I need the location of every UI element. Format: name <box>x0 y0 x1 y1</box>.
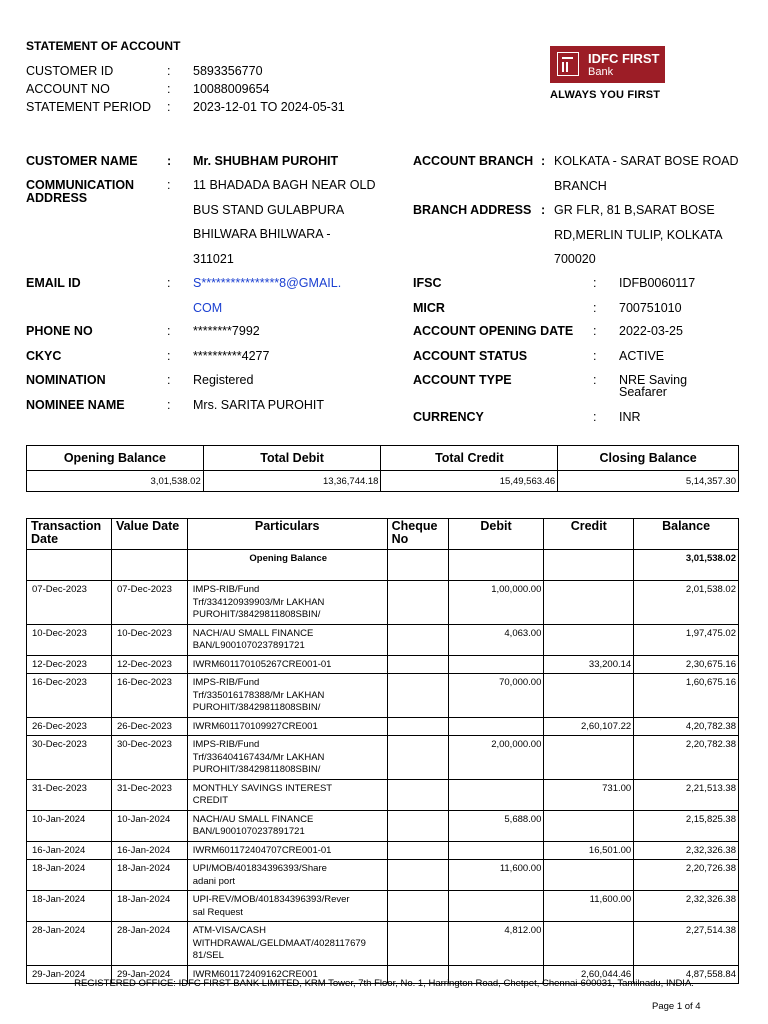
phone-value: ********7992 <box>193 324 260 338</box>
balance-summary-table <box>26 445 739 492</box>
bank-logo-line2: Bank <box>588 66 614 78</box>
cheque-no-cell <box>387 841 448 860</box>
account-status-value: ACTIVE <box>619 349 665 363</box>
credit-cell <box>544 674 634 718</box>
debit-cell: 4,812.00 <box>448 922 544 966</box>
debit-cell <box>448 655 544 674</box>
value-date-cell: 28-Jan-2024 <box>111 922 187 966</box>
transaction-date-cell: 10-Dec-2023 <box>27 624 112 655</box>
cheque-no-cell <box>387 655 448 674</box>
bank-logo-icon <box>557 52 579 76</box>
value-date-cell: 31-Dec-2023 <box>111 779 187 810</box>
particulars-line: ATM-VISA/CASH <box>192 925 266 936</box>
account-type-value: NRE Saving Seafarer <box>619 373 688 399</box>
communication-address-label: COMMUNICATION ADDRESS <box>26 178 135 205</box>
debit-cell <box>448 841 544 860</box>
balance-cell: 1,97,475.02 <box>634 624 739 655</box>
debit-cell: 11,600.00 <box>448 860 544 891</box>
value-date-cell: 07-Dec-2023 <box>111 581 187 625</box>
ifsc-label: IFSC <box>413 276 442 290</box>
colon: : <box>167 64 171 78</box>
transaction-date-cell: 07-Dec-2023 <box>27 581 112 625</box>
total-credit-value: 15,49,563.46 <box>381 471 558 492</box>
particulars-cell <box>187 717 387 736</box>
email-label: EMAIL ID <box>26 276 81 290</box>
nominee-name-label: NOMINEE NAME <box>26 398 125 412</box>
currency-value: INR <box>619 410 641 424</box>
colon: : <box>167 276 171 290</box>
debit-cell <box>448 717 544 736</box>
table-row <box>27 736 739 780</box>
particulars-line: Trf/334120939903/Mr LAKHAN <box>192 596 325 608</box>
balance-cell: 2,21,513.38 <box>634 779 739 810</box>
statement-period-label: STATEMENT PERIOD <box>26 100 152 114</box>
balance-cell: 2,32,326.38 <box>634 841 739 860</box>
transaction-date-cell: 26-Dec-2023 <box>27 717 112 736</box>
particulars-cell <box>187 674 387 718</box>
debit-header: Debit <box>448 519 544 550</box>
cheque-no-cell <box>387 624 448 655</box>
colon: : <box>541 203 546 217</box>
particulars-line: 81/SEL <box>192 950 224 961</box>
transaction-date-header: Transaction Date <box>27 519 112 550</box>
micr-label: MICR <box>413 301 445 315</box>
particulars-cell <box>187 736 387 780</box>
table-row <box>27 717 739 736</box>
value-date-cell: 18-Jan-2024 <box>111 891 187 922</box>
transactions-table <box>26 518 739 984</box>
particulars-line: PUROHIT/38429811808SBIN/ <box>192 609 321 620</box>
credit-header: Credit <box>544 519 634 550</box>
colon: : <box>167 178 171 192</box>
particulars-cell <box>187 581 387 625</box>
phone-label: PHONE NO <box>26 324 93 338</box>
particulars-line: UPI-REV/MOB/401834396393/Rever <box>192 894 350 905</box>
particulars-line: IMPS-RIB/Fund <box>192 584 260 595</box>
total-debit-value: 13,36,744.18 <box>203 471 381 492</box>
debit-cell: 5,688.00 <box>448 810 544 841</box>
total-credit-header: Total Credit <box>381 446 558 471</box>
cheque-no-cell <box>387 810 448 841</box>
value-date-cell: 26-Dec-2023 <box>111 717 187 736</box>
particulars-line: Trf/336404167434/Mr LAKHAN <box>192 751 325 763</box>
account-no-value: 10088009654 <box>193 82 270 96</box>
particulars-cell <box>187 655 387 674</box>
table-row <box>27 779 739 810</box>
colon: : <box>593 349 597 363</box>
debit-cell <box>448 891 544 922</box>
email-value[interactable]: S****************8@GMAIL. COM <box>193 276 342 315</box>
cheque-no-cell <box>387 581 448 625</box>
particulars-line: CREDIT <box>192 795 229 806</box>
colon: : <box>593 410 597 424</box>
credit-cell: 33,200.14 <box>544 655 634 674</box>
ckyc-value: **********4277 <box>193 349 270 363</box>
account-branch-value: KOLKATA - SARAT BOSE ROAD BRANCH <box>554 154 739 193</box>
particulars-line: PUROHIT/38429811808SBIN/ <box>192 764 321 775</box>
account-no-label: ACCOUNT NO <box>26 82 110 96</box>
debit-cell: 2,00,000.00 <box>448 736 544 780</box>
value-date-cell: 30-Dec-2023 <box>111 736 187 780</box>
balance-cell: 1,60,675.16 <box>634 674 739 718</box>
colon: : <box>167 100 171 114</box>
balance-cell: 2,32,326.38 <box>634 891 739 922</box>
balance-cell: 4,87,558.84 <box>634 965 739 984</box>
cheque-no-cell <box>387 922 448 966</box>
nomination-value: Registered <box>193 373 254 387</box>
transaction-date-cell: 29-Jan-2024 <box>27 965 112 984</box>
cheque-no-header: Cheque No <box>387 519 448 550</box>
balance-cell: 4,20,782.38 <box>634 717 739 736</box>
value-date-header: Value Date <box>111 519 187 550</box>
cheque-no-cell <box>387 736 448 780</box>
colon: : <box>167 349 171 363</box>
credit-cell <box>544 581 634 625</box>
particulars-line: IMPS-RIB/Fund <box>192 677 260 688</box>
particulars-line: PUROHIT/38429811808SBIN/ <box>192 702 321 713</box>
credit-cell: 2,60,044.46 <box>544 965 634 984</box>
colon: : <box>167 324 171 338</box>
opening-balance-row <box>27 550 739 581</box>
particulars-cell <box>187 624 387 655</box>
bank-logo <box>550 46 665 83</box>
table-row <box>27 624 739 655</box>
opening-balance-label: Opening Balance <box>187 550 387 581</box>
particulars-cell <box>187 891 387 922</box>
branch-address-value: GR FLR, 81 B,SARAT BOSE RD,MERLIN TULIP, KOLKATA 700020 <box>554 203 723 266</box>
colon: : <box>593 301 597 315</box>
customer-name-label: CUSTOMER NAME <box>26 154 138 168</box>
transaction-date-cell: 18-Jan-2024 <box>27 860 112 891</box>
colon: : <box>167 82 171 96</box>
micr-value: 700751010 <box>619 301 682 315</box>
customer-id-label: CUSTOMER ID <box>26 64 114 78</box>
balance-cell: 2,27,514.38 <box>634 922 739 966</box>
credit-cell <box>544 624 634 655</box>
table-row <box>27 810 739 841</box>
cheque-no-cell <box>387 860 448 891</box>
nominee-name-value: Mrs. SARITA PUROHIT <box>193 398 325 412</box>
credit-cell: 11,600.00 <box>544 891 634 922</box>
particulars-line: IMPS-RIB/Fund <box>192 739 260 750</box>
credit-cell <box>544 922 634 966</box>
ckyc-label: CKYC <box>26 349 62 363</box>
particulars-cell <box>187 860 387 891</box>
value-date-cell: 16-Dec-2023 <box>111 674 187 718</box>
opening-balance-value: 3,01,538.02 <box>27 471 204 492</box>
total-debit-header: Total Debit <box>203 446 381 471</box>
account-opening-date-label: ACCOUNT OPENING DATE <box>413 324 574 338</box>
account-type-label: ACCOUNT TYPE <box>413 373 512 387</box>
particulars-line: MONTHLY SAVINGS INTEREST <box>192 782 333 794</box>
value-date-cell: 29-Jan-2024 <box>111 965 187 984</box>
transaction-date-cell: 16-Jan-2024 <box>27 841 112 860</box>
particulars-cell <box>187 810 387 841</box>
cheque-no-cell <box>387 891 448 922</box>
table-row <box>27 841 739 860</box>
credit-cell <box>544 860 634 891</box>
cheque-no-cell <box>387 779 448 810</box>
customer-id-value: 5893356770 <box>193 64 263 78</box>
statement-title: STATEMENT OF ACCOUNT <box>26 39 181 53</box>
account-status-label: ACCOUNT STATUS <box>413 349 528 363</box>
balance-header: Balance <box>634 519 739 550</box>
particulars-line: IWRM601172404707CRE001-01 <box>192 844 332 856</box>
transaction-date-cell: 16-Dec-2023 <box>27 674 112 718</box>
particulars-line: NACH/AU SMALL FINANCE <box>192 627 314 639</box>
colon: : <box>167 373 171 387</box>
opening-balance-amount: 3,01,538.02 <box>634 550 739 581</box>
balance-cell: 2,20,726.38 <box>634 860 739 891</box>
transaction-date-cell: 28-Jan-2024 <box>27 922 112 966</box>
account-opening-date-value: 2022-03-25 <box>619 324 683 338</box>
branch-address-label: BRANCH ADDRESS <box>413 203 532 217</box>
particulars-line: UPI/MOB/401834396393/Share <box>192 863 327 874</box>
table-row <box>27 655 739 674</box>
value-date-cell: 16-Jan-2024 <box>111 841 187 860</box>
credit-cell <box>544 736 634 780</box>
balance-cell: 2,20,782.38 <box>634 736 739 780</box>
colon: : <box>167 398 171 412</box>
table-row <box>27 581 739 625</box>
transaction-date-cell: 30-Dec-2023 <box>27 736 112 780</box>
table-row <box>27 860 739 891</box>
particulars-line: sal Request <box>192 906 243 918</box>
colon: : <box>593 276 597 290</box>
balance-cell: 2,15,825.38 <box>634 810 739 841</box>
page-number: Page 1 of 4 <box>652 1001 701 1012</box>
transaction-date-cell: 18-Jan-2024 <box>27 891 112 922</box>
debit-cell: 1,00,000.00 <box>448 581 544 625</box>
value-date-cell: 10-Dec-2023 <box>111 624 187 655</box>
table-row <box>27 922 739 966</box>
particulars-line: WITHDRAWAL/GELDMAAT/4028117679 <box>192 937 366 949</box>
closing-balance-value: 5,14,357.30 <box>558 471 739 492</box>
particulars-header: Particulars <box>187 519 387 550</box>
debit-cell <box>448 779 544 810</box>
credit-cell: 16,501.00 <box>544 841 634 860</box>
credit-cell: 2,60,107.22 <box>544 717 634 736</box>
ifsc-value: IDFB0060117 <box>619 276 696 290</box>
opening-balance-header: Opening Balance <box>27 446 204 471</box>
bank-tagline: ALWAYS YOU FIRST <box>550 89 661 101</box>
table-row <box>27 891 739 922</box>
communication-address-value: 11 BHADADA BAGH NEAR OLD BUS STAND GULABPURA BHILWARA BHILWARA - 311021 <box>193 178 376 266</box>
debit-cell: 4,063.00 <box>448 624 544 655</box>
registered-office-footer: REGISTERED OFFICE: IDFC FIRST BANK LIMITED, KRM Tower, 7th Floor, No. 1, Harrington Road, Chetpet, Chennai-600031, Tamilnadu, INDIA. <box>74 978 694 989</box>
customer-name-value: Mr. SHUBHAM PUROHIT <box>193 154 339 168</box>
value-date-cell: 12-Dec-2023 <box>111 655 187 674</box>
account-branch-label: ACCOUNT BRANCH <box>413 154 534 168</box>
particulars-line: BAN/L9001070237891721 <box>192 640 305 651</box>
currency-label: CURRENCY <box>413 410 484 424</box>
value-date-cell: 18-Jan-2024 <box>111 860 187 891</box>
debit-cell: 70,000.00 <box>448 674 544 718</box>
table-row <box>27 674 739 718</box>
colon: : <box>541 154 546 168</box>
closing-balance-header: Closing Balance <box>558 446 739 471</box>
balance-cell: 2,30,675.16 <box>634 655 739 674</box>
particulars-line: IWRM601170105267CRE001-01 <box>192 658 332 670</box>
value-date-cell: 10-Jan-2024 <box>111 810 187 841</box>
colon: : <box>167 154 172 168</box>
particulars-line: adani port <box>192 875 236 887</box>
balance-cell: 2,01,538.02 <box>634 581 739 625</box>
particulars-cell <box>187 922 387 966</box>
cheque-no-cell <box>387 717 448 736</box>
particulars-line: BAN/L9001070237891721 <box>192 826 305 837</box>
particulars-line: IWRM601170109927CRE001 <box>192 720 318 732</box>
statement-period-value: 2023-12-01 TO 2024-05-31 <box>193 100 345 114</box>
transaction-date-cell: 31-Dec-2023 <box>27 779 112 810</box>
credit-cell: 731.00 <box>544 779 634 810</box>
bank-logo-line1: IDFC FIRST <box>588 51 660 66</box>
particulars-line: NACH/AU SMALL FINANCE <box>192 813 314 825</box>
colon: : <box>593 324 597 338</box>
particulars-cell <box>187 841 387 860</box>
cheque-no-cell <box>387 674 448 718</box>
credit-cell <box>544 810 634 841</box>
transaction-date-cell: 10-Jan-2024 <box>27 810 112 841</box>
particulars-line: IWRM601172409162CRE001 <box>192 968 318 980</box>
particulars-cell <box>187 779 387 810</box>
transaction-date-cell: 12-Dec-2023 <box>27 655 112 674</box>
nomination-label: NOMINATION <box>26 373 106 387</box>
particulars-line: Trf/335016178388/Mr LAKHAN <box>192 689 325 701</box>
colon: : <box>593 373 597 387</box>
